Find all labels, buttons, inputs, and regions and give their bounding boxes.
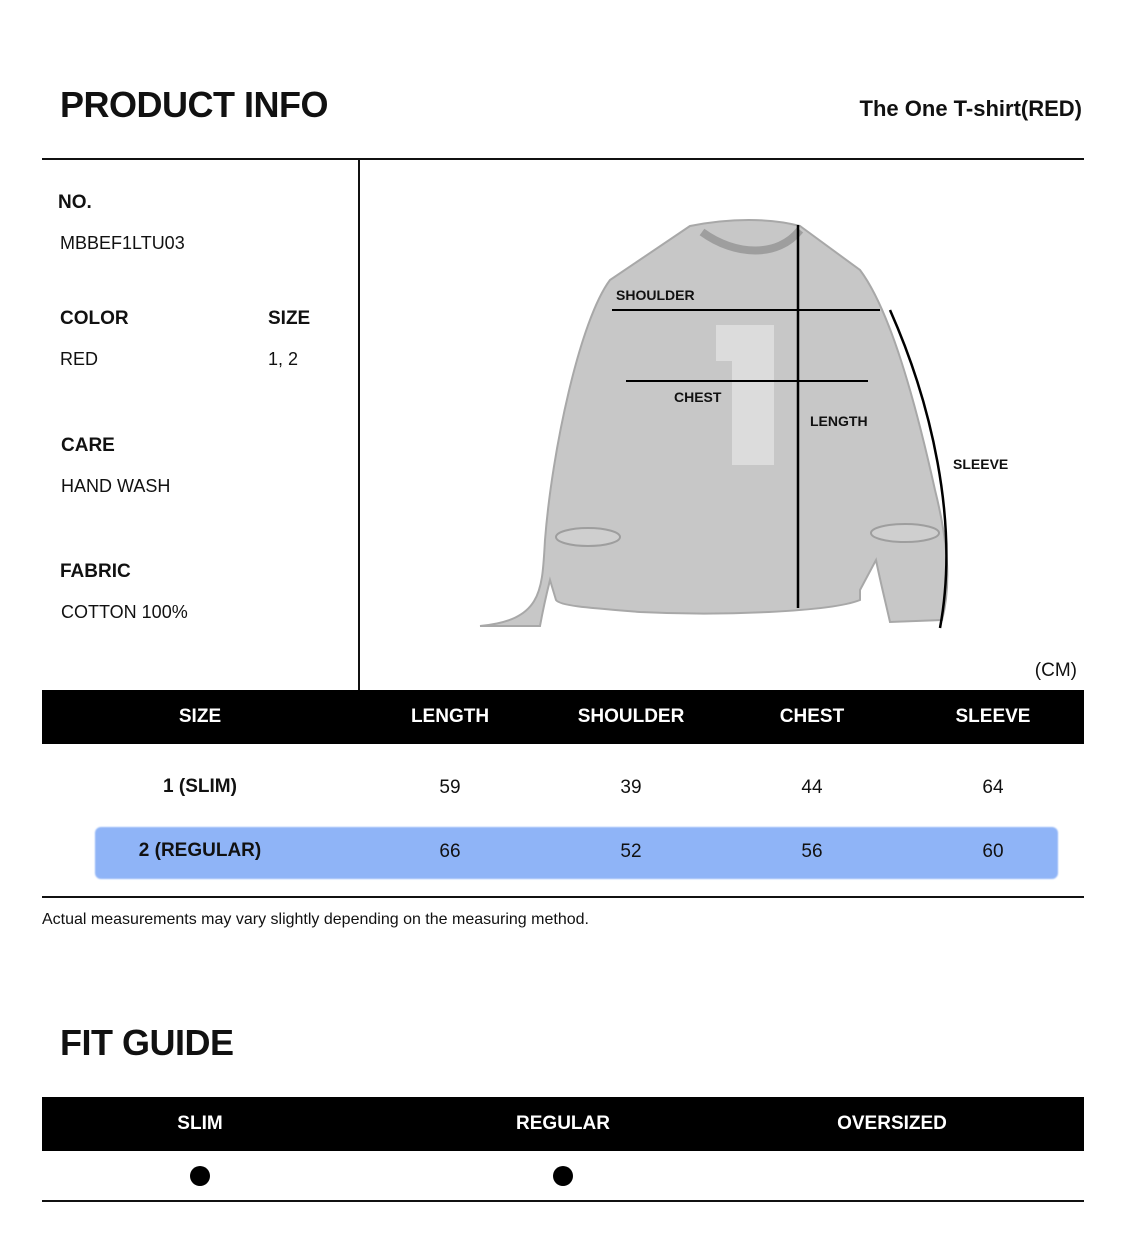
page-title: PRODUCT INFO bbox=[60, 84, 328, 125]
size-label: SIZE bbox=[268, 308, 311, 329]
product-name: The One T-shirt(RED) bbox=[859, 96, 1082, 121]
header-sleeve: SLEEVE bbox=[955, 706, 1031, 727]
row2-length: 66 bbox=[439, 841, 461, 862]
diagram-label-shoulder: SHOULDER bbox=[616, 287, 695, 303]
row2-chest: 56 bbox=[801, 841, 823, 862]
no-label: NO. bbox=[58, 192, 92, 213]
fit-marker-regular bbox=[553, 1166, 573, 1186]
sweatshirt-silhouette bbox=[480, 220, 947, 626]
size-table-header bbox=[42, 690, 1084, 744]
no-value: MBBEF1LTU03 bbox=[60, 233, 185, 253]
fit-marker-slim bbox=[190, 1166, 210, 1186]
care-label: CARE bbox=[61, 435, 115, 456]
fit-header-slim: SLIM bbox=[177, 1113, 223, 1134]
fit-header-regular: REGULAR bbox=[516, 1113, 610, 1134]
row1-chest: 44 bbox=[801, 777, 823, 798]
fit-guide-title: FIT GUIDE bbox=[60, 1022, 234, 1063]
header-chest: CHEST bbox=[779, 706, 845, 727]
fit-guide-bottom-divider bbox=[42, 1200, 1084, 1202]
header-size: SIZE bbox=[178, 706, 222, 727]
row2-shoulder: 52 bbox=[620, 841, 642, 862]
care-value: HAND WASH bbox=[61, 476, 171, 496]
fabric-value: COTTON 100% bbox=[61, 602, 188, 622]
header-length: LENGTH bbox=[410, 706, 490, 727]
row1-size: 1 (SLIM) bbox=[163, 776, 237, 797]
row2-size: 2 (REGULAR) bbox=[138, 840, 262, 861]
table-bottom-divider bbox=[42, 896, 1084, 898]
sweatshirt-measurement-diagram bbox=[360, 160, 1084, 690]
fit-header-oversized: OVERSIZED bbox=[837, 1113, 947, 1134]
size-value: 1, 2 bbox=[268, 349, 299, 369]
row2-sleeve: 60 bbox=[982, 841, 1004, 862]
row1-length: 59 bbox=[439, 777, 461, 798]
header-shoulder: SHOULDER bbox=[577, 706, 685, 727]
fabric-label: FABRIC bbox=[60, 561, 131, 582]
row1-shoulder: 39 bbox=[620, 777, 642, 798]
row1-sleeve: 64 bbox=[982, 777, 1004, 798]
unit-label: (CM) bbox=[1034, 660, 1077, 681]
color-value: RED bbox=[60, 349, 99, 369]
diagram-label-length: LENGTH bbox=[810, 413, 868, 429]
diagram-label-sleeve: SLEEVE bbox=[953, 456, 1009, 472]
color-label: COLOR bbox=[60, 308, 129, 329]
fit-guide-header bbox=[42, 1097, 1084, 1151]
measurement-note: Actual measurements may vary slightly depending on the measuring method. bbox=[42, 911, 589, 928]
diagram-label-chest: CHEST bbox=[674, 389, 722, 405]
